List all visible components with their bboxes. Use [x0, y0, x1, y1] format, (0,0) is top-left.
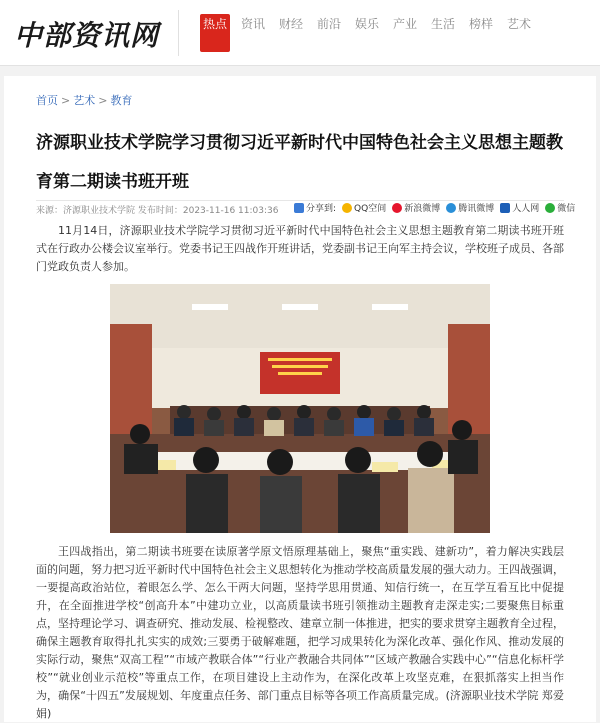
nav-item-entertainment[interactable]: 娱乐 [354, 17, 379, 31]
share-tencent-weibo[interactable]: 腾讯微博 [446, 201, 494, 214]
breadcrumb-separator: > [61, 94, 71, 107]
article-title: 济源职业技术学院学习贯彻习近平新时代中国特色社会主义思想主题教育第二期读书班开班 [36, 133, 563, 192]
meeting-photo [110, 284, 490, 533]
breadcrumb-separator: > [98, 94, 108, 107]
article-paragraph-1: 11月14日，济源职业技术学院学习贯彻习近平新时代中国特色社会主义思想主题教育第二期读书班开班式在行政办公楼会议室举行。党委书记王四战作开班讲话，党委副书记王向军主持会议，学校班子成员、各部门党政负责人参加。 [36, 224, 564, 273]
share-bar [294, 201, 581, 214]
article-paragraph-2: 王四战指出，第二期读书班要在读原著学原文悟原理基础上，聚焦“重实践、建新功”，着力解决实践层面的问题，努力把习近平新时代中国特色社会主义思想转化为推动学校高质量发展的强大动力。王四战强调，一要提高政治站位，着眼怎么学、怎么干两大问题，坚持学思用贯通、知信行统一，在互学互看互比中促提升，在全面推进学校“创高升本”中建功立业，以高质量读书班引领推动主题教育走深走实;二要聚焦目标重点，坚持理论学习、调查研究、推动发展、检视整改、建章立制一体推进，把实的要求贯穿主题教育全过程，确保主题教育取得扎扎实实的成效;三要勇于破解难题，把学习成果转化为深化改革、强化作风、推动发展的实际行动，聚焦“双高工程”“市域产教联合体”“行业产教融合共同体”“区域产教融合实践中心”“信息化标杆学校”“就业创业示范校”等重点工作，在项目建设上主动作为，在深化改革上攻坚克难，在狠抓落实上担当作为，确保“十四五”发展规划、年度重点任务、部门重点目标等各项工作高质量完成。(济源职业技术学院 郑爱娟) [36, 545, 564, 720]
share-renren[interactable]: 人人网 [500, 201, 539, 214]
logo-divider [178, 10, 179, 56]
share-label: 分享到: [294, 201, 336, 214]
nav-item-hot[interactable]: 热点 [200, 14, 230, 52]
nav-item-art[interactable]: 艺术 [506, 17, 531, 31]
nav-item-role-model[interactable]: 榜样 [468, 17, 493, 31]
breadcrumb-home[interactable]: 首页 [36, 94, 58, 107]
article-meta: 来源：济源职业技术学院 发布时间：2023-11-16 11:03:36 [36, 200, 564, 216]
qzone-icon [342, 203, 352, 213]
wechat-icon [545, 203, 555, 213]
breadcrumb-education[interactable]: 教育 [110, 94, 133, 107]
share-wechat[interactable]: 微信 [545, 201, 575, 214]
weibo-icon [392, 203, 402, 213]
renren-icon [500, 203, 510, 213]
share-sina-weibo[interactable]: 新浪微博 [392, 201, 440, 214]
site-logo[interactable]: 中部资讯网 [14, 19, 160, 52]
nav-item-life[interactable]: 生活 [430, 17, 455, 31]
nav-item-finance[interactable]: 财经 [278, 17, 303, 31]
nav-item-frontier[interactable]: 前沿 [316, 17, 341, 31]
tencent-weibo-icon [446, 203, 456, 213]
share-qzone[interactable]: QQ空间 [342, 201, 386, 214]
top-bar [0, 0, 600, 66]
share-icon [294, 203, 304, 213]
breadcrumb-art[interactable]: 艺术 [73, 94, 96, 107]
breadcrumb [36, 92, 132, 108]
nav-item-industry[interactable]: 产业 [392, 17, 417, 31]
nav-item-news[interactable]: 资讯 [240, 17, 265, 31]
main-nav [200, 14, 542, 52]
